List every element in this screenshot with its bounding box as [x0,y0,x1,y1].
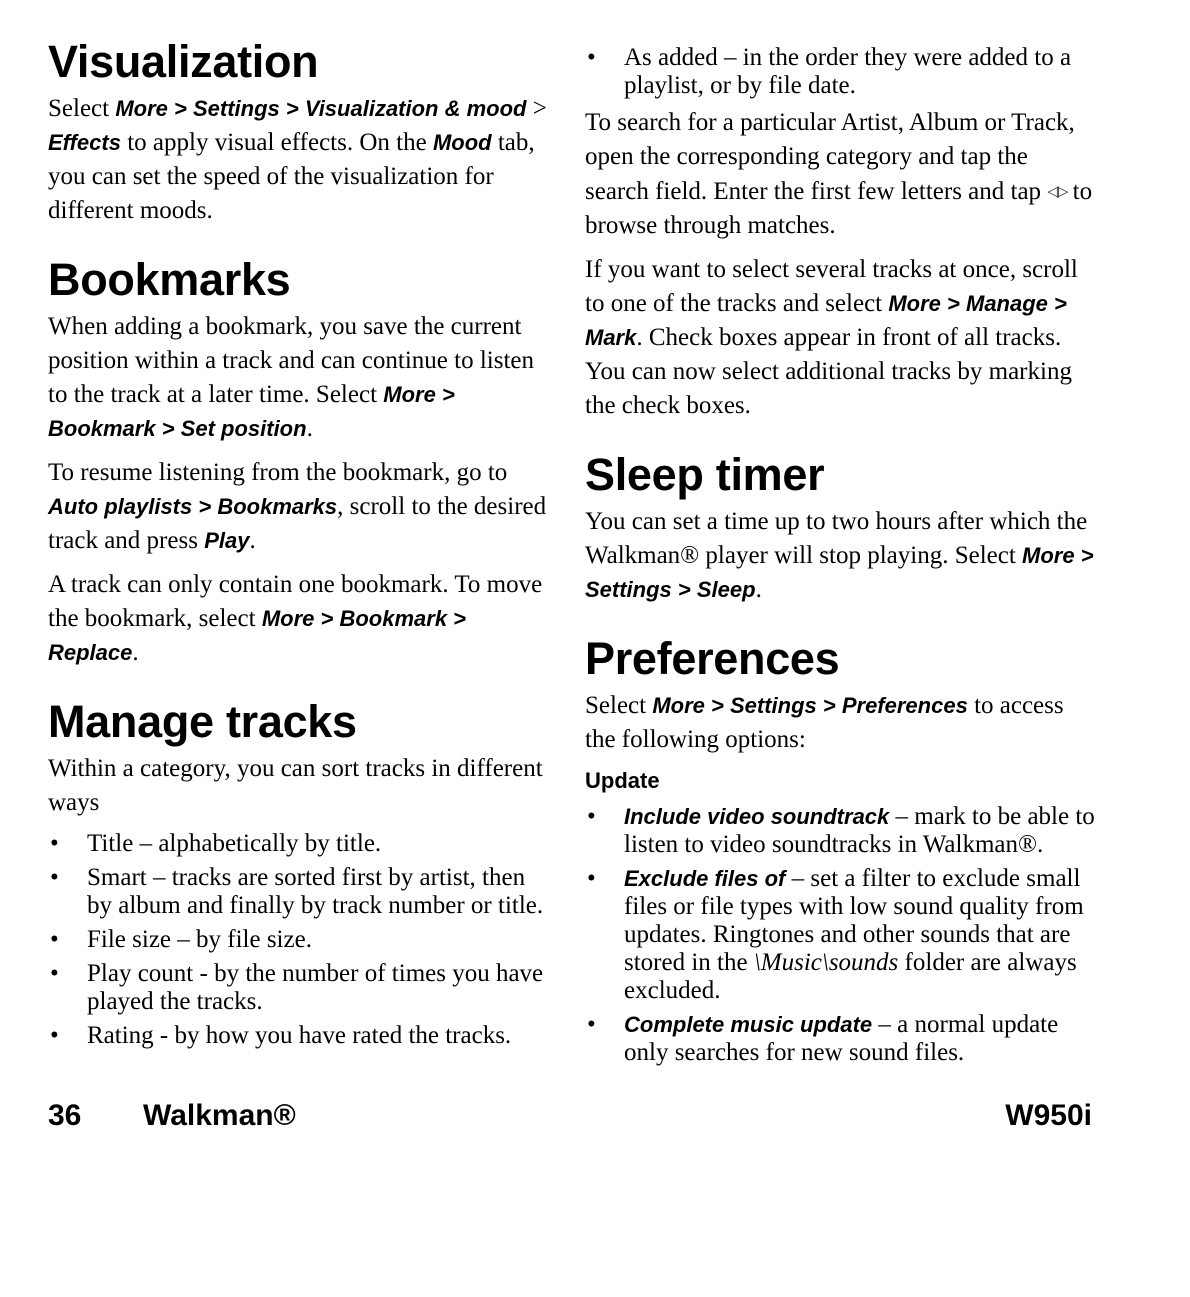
list-item: • Complete music update – a normal update only searches for new sound files. [587,1011,1059,1066]
bullet-icon: • [50,830,59,857]
bookmarks-paragraph-1: When adding a bookmark, you save the current position within a track and can continue to listen to the track at a later time. Select More > Bookmark > Set position. [48,313,534,442]
manage-tracks-section-start [48,696,556,1050]
visualization-paragraph: Select More > Settings > Visualization & mood > Effects to apply visual effects. On the Mood tab, you can set the speed of the visualization for different moods. [48,95,547,224]
sort-options-list [48,830,556,1050]
option-name: Complete music update [624,1012,873,1037]
preferences-paragraph: Select More > Settings > Preferences to access the following options: [585,692,1064,753]
bullet-icon: • [587,865,596,892]
preferences-section [585,633,1095,1067]
effects-label: Effects [48,130,121,155]
option-name: Include video soundtrack [624,804,890,829]
list-item: • Title – alphabetically by title. [50,830,382,857]
bullet-icon: • [50,926,59,953]
bookmarks-paragraph-2: To resume listening from the bookmark, go to Auto playlists > Bookmarks, scroll to the desired track and press Play. [48,459,547,554]
visualization-menu-path: More > Settings > Visualization & mood [115,96,527,121]
mark-path: More > Manage > Mark [585,291,1067,350]
bookmarks-paragraph-3: A track can only contain one bookmark. To move the bookmark, select More > Bookmark > Replace. [48,571,543,666]
bullet-icon: • [587,1011,596,1038]
bookmarks-heading: Bookmarks [48,254,291,305]
right-column [585,44,1095,1077]
bullet-icon: • [587,803,596,830]
list-item: • Exclude files of – set a filter to exclude small files or file types with low sound quality from updates. Ringtones and other sounds that are stored in the \Music\sounds folder are always excluded. [587,865,1084,1004]
select-several-paragraph: If you want to select several tracks at once, scroll to one of the tracks and select More > Manage > Mark. Check boxes appear in front of all tracks. You can now select additional tracks by marking the check boxes. [585,256,1078,419]
preferences-heading: Preferences [585,633,840,684]
option-name: Exclude files of [624,866,786,891]
bullet-icon: • [50,960,59,987]
mood-tab-label: Mood [432,130,492,155]
sleep-timer-heading: Sleep timer [585,449,825,500]
update-options-list [585,803,1095,1067]
search-paragraph: To search for a particular Artist, Album or Track, open the corresponding category and tap the search field. Enter the first few letters and tap ◁▷ to browse through matches. [585,109,1093,239]
sleep-timer-section [585,449,1095,607]
preferences-path: More > Settings > Preferences [652,693,968,718]
bullet-icon: • [50,864,59,891]
manage-tracks-heading: Manage tracks [48,696,357,747]
replace-bookmark-path: More > Bookmark > Replace [48,606,467,665]
bullet-icon: • [587,44,596,71]
page-footer [48,1098,1092,1134]
list-item: • Rating - by how you have rated the tracks. [50,1022,512,1049]
sleep-path: More > Settings > Sleep [585,543,1094,602]
bookmarks-section [48,254,556,670]
folder-path: \Music\sounds [753,949,899,976]
update-subheading: Update [585,768,660,793]
sleep-timer-paragraph: You can set a time up to two hours after which the Walkman® player will stop playing. Select More > Settings > Sleep. [585,508,1094,603]
visualization-heading: Visualization [48,36,319,87]
list-item: • File size – by file size. [50,926,312,953]
left-column [48,36,556,1060]
left-right-arrows-icon: ◁▷ [1047,182,1067,200]
list-item: • Include video soundtrack – mark to be able to listen to video soundtracks in Walkman®. [587,803,1095,858]
list-item: • Play count - by the number of times you have played the tracks. [50,960,544,1015]
auto-playlists-path: Auto playlists > Bookmarks [48,494,338,519]
list-item: • Smart – tracks are sorted first by artist, then by album and finally by track number or title. [50,864,544,919]
section-name: Walkman® [143,1099,296,1132]
visualization-section [48,36,556,228]
set-position-path: More > Bookmark > Set position [48,382,455,441]
model-name: W950i [1005,1099,1092,1132]
page-number: 36 [48,1099,82,1132]
list-item: • As added – in the order they were added to a playlist, or by file date. [587,44,1072,99]
sort-options-list-continued [585,44,1095,100]
manage-tracks-intro: Within a category, you can sort tracks in different ways [48,755,543,816]
play-label: Play [204,528,250,553]
bullet-icon: • [50,1022,59,1049]
